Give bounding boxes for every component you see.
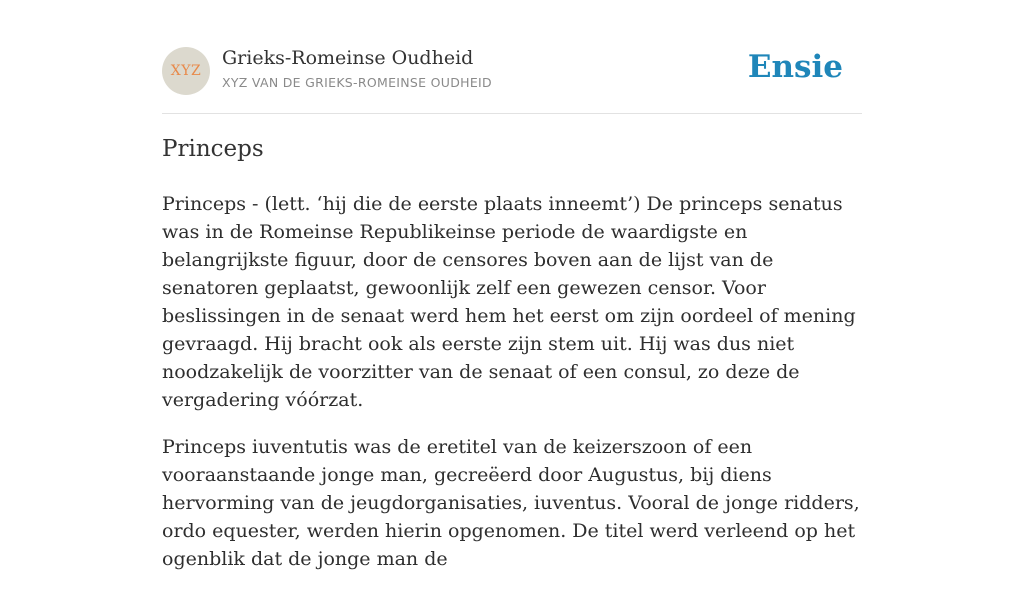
source-title[interactable]: Grieks-Romeinse Oudheid bbox=[222, 47, 474, 69]
source-header bbox=[162, 45, 862, 114]
article-body bbox=[162, 190, 862, 592]
article-title: Princeps bbox=[162, 136, 264, 162]
article-paragraph: Princeps - (lett. ‘hij die de eerste plaats inneemt’) De princeps senatus was in de Romeinse Republikeinse periode de waardigste en belangrijkste figuur, door de censores boven aan de lijst van de senatoren geplaatst, gewoonlijk zelf een gewezen censor. Voor beslissingen in de senaat werd hem het eerst om zijn oordeel of mening gevraagd. Hij bracht ook als eerste zijn stem uit. Hij was dus niet noodzakelijk de voorzitter van de senaat of een consul, zo deze de vergadering vóórzat. bbox=[162, 193, 856, 411]
source-avatar[interactable] bbox=[162, 47, 210, 95]
ensie-logo[interactable]: Ensie bbox=[747, 49, 843, 85]
source-subtitle: XYZ VAN DE GRIEKS-ROMEINSE OUDHEID bbox=[222, 75, 492, 90]
article-paragraph: Princeps iuventutis was de eretitel van de keizerszoon of een vooraanstaande jonge man, gecreëerd door Augustus, bij diens hervorming van de jeugdorganisaties, iuventus. Vooral de jonge ridders, ordo equester, werden hierin opgenomen. De titel werd verleend op het ogenblik dat de jonge man de bbox=[162, 436, 860, 570]
avatar-text: XYZ bbox=[170, 63, 202, 79]
